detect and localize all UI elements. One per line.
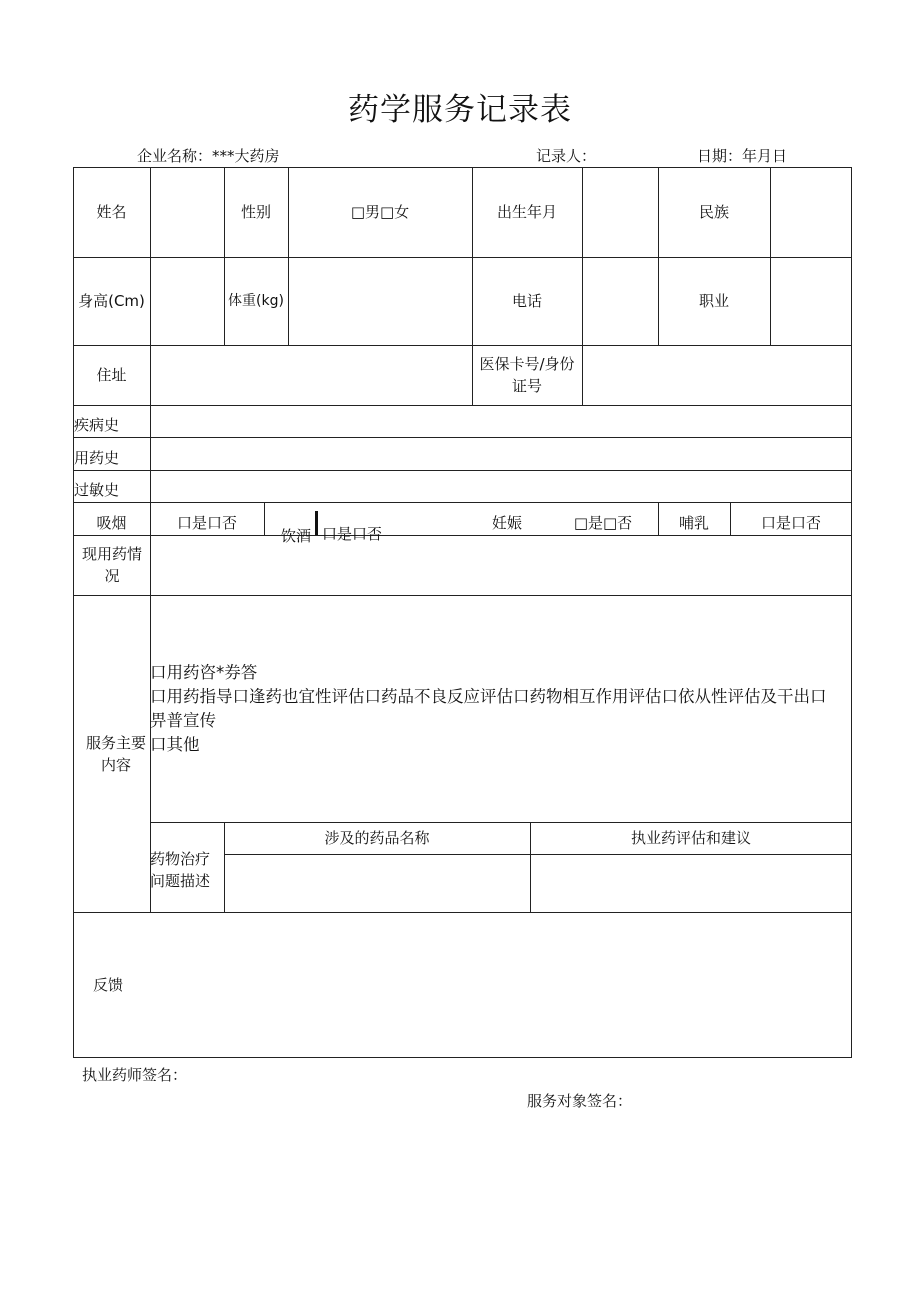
height-label: 身高(Cm) — [78, 292, 145, 310]
name-label: 姓名 — [96, 203, 127, 221]
current-meds-value[interactable] — [150, 535, 852, 595]
name-value[interactable] — [150, 167, 224, 257]
birth-label: 出生年月 — [496, 203, 557, 221]
weight-label: 体重(kg) — [228, 293, 284, 309]
service-options[interactable] — [150, 661, 850, 757]
medication-history-label: 用药史 — [74, 448, 120, 467]
page-title: 药学服务记录表 — [348, 92, 572, 128]
pharmacist-signature: 执业药师签名： — [82, 1066, 188, 1084]
drink-label: 饮酒 — [281, 527, 312, 545]
drug-name-header: 涉及的药品名称 — [324, 829, 430, 847]
service-line-consult: 口用药咨*券答 — [150, 663, 258, 682]
disease-history-label: 疾病史 — [74, 416, 120, 434]
drink-cell — [264, 502, 472, 545]
insurance-label: 医保卡号/身份证号 — [479, 355, 575, 395]
ink-mark — [315, 511, 318, 535]
weight-value[interactable] — [288, 257, 472, 345]
date-field: 日期：年月日 — [697, 147, 788, 165]
phone-label: 电话 — [511, 292, 542, 310]
ethnicity-label: 民族 — [698, 203, 729, 221]
address-value[interactable] — [150, 345, 472, 405]
advice-header: 执业药评估和建议 — [630, 829, 751, 847]
recorder-field: 记录人： — [536, 147, 597, 165]
pregnancy-options[interactable]: □是□否 — [573, 513, 633, 532]
client-signature: 服务对象签名： — [527, 1092, 633, 1110]
drink-options[interactable]: 口是口否 — [322, 525, 383, 543]
ethnicity-value[interactable] — [770, 167, 852, 257]
smoke-label: 吸烟 — [96, 513, 127, 532]
insurance-value[interactable] — [582, 345, 852, 405]
feedback-label: 反馈 — [92, 976, 123, 994]
pregnancy-label: 妊娠 — [491, 513, 522, 532]
phone-value[interactable] — [582, 257, 658, 345]
service-line-education: 畀普宣传 — [150, 711, 216, 730]
job-value[interactable] — [770, 257, 852, 345]
lactation-options[interactable]: 口是口否 — [760, 513, 821, 532]
medication-history-value[interactable] — [150, 437, 852, 470]
birth-value[interactable] — [582, 167, 658, 257]
allergy-history-label: 过敏史 — [74, 481, 120, 499]
service-line-guidance: 口用药指导口逢药也宜性评估口药品不良反应评估口药物相互作用评估口依从性评估及干出口 — [150, 687, 827, 706]
height-value[interactable] — [150, 257, 224, 345]
allergy-history-value[interactable] — [150, 470, 852, 502]
address-label: 住址 — [96, 366, 127, 384]
gender-options[interactable]: □男□女 — [350, 203, 410, 221]
disease-history-value[interactable] — [150, 405, 852, 437]
lactation-label: 哺乳 — [678, 513, 709, 532]
drug-problem-label: 药物治疗问题描述 — [150, 850, 211, 890]
company-name: 企业名称：***大药房 — [137, 147, 280, 165]
current-meds-label: 现用药情况 — [81, 545, 142, 585]
service-line-other: 口其他 — [150, 735, 200, 754]
advice-value[interactable] — [530, 854, 852, 912]
service-label: 服务主要内容 — [86, 733, 147, 774]
feedback-value[interactable] — [150, 912, 852, 1058]
job-label: 职业 — [698, 292, 729, 310]
drug-name-value[interactable] — [224, 854, 530, 912]
gender-label: 性别 — [240, 203, 271, 221]
smoke-options[interactable]: 口是口否 — [176, 513, 237, 532]
